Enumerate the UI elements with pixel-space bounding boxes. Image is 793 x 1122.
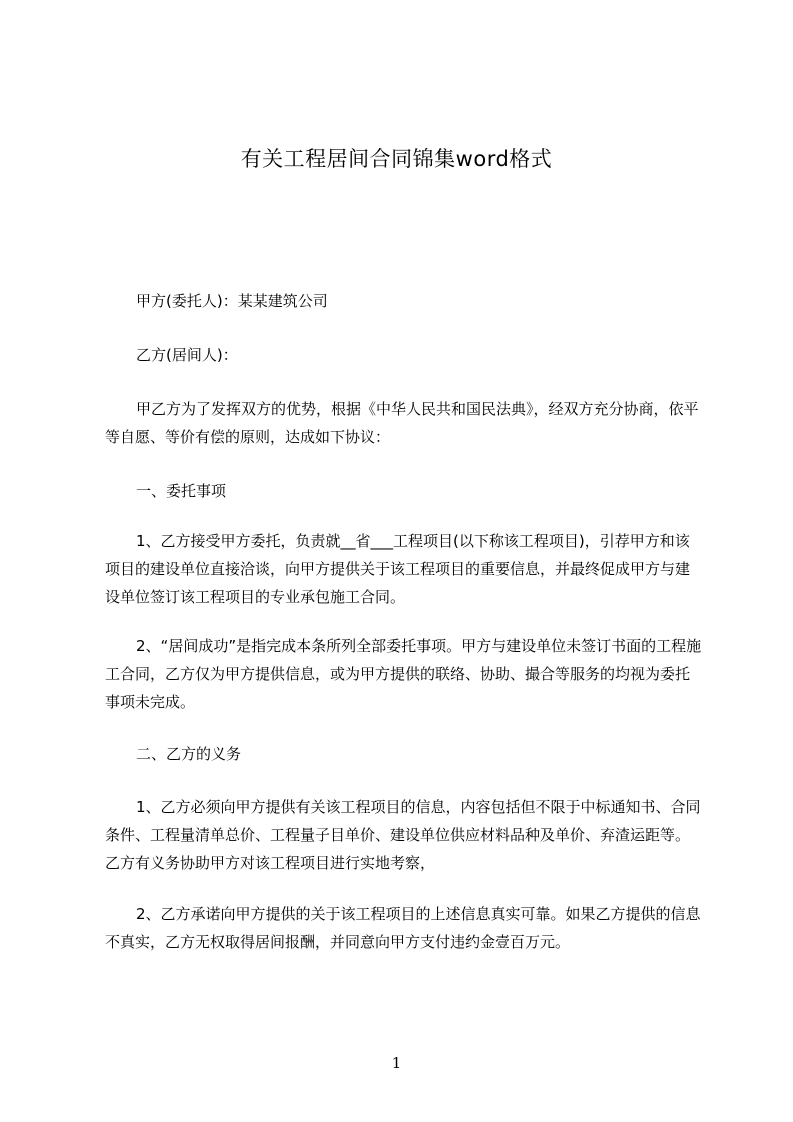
section-item: 1、乙方接受甲方委托，负责就__省___工程项目(以下称该工程项目)，引荐甲方和该项目的建设单位直接洽谈，向甲方提供关于该工程项目的重要信息，并最终促成甲方与建设单位签订该工程项目的专业承包施工合同。	[105, 532, 691, 606]
section-heading: 一、委托事项	[136, 482, 227, 500]
page-number: 1	[391, 1054, 402, 1072]
section-item: 2、“居间成功”是指完成本条所列全部委托事项。甲方与建设单位未签订书面的工程施工合同，乙方仅为甲方提供信息，或为甲方提供的联络、协助、撮合等服务的均视为委托事项未完成。	[105, 637, 702, 711]
party-a-line: 甲方(委托人)：某某建筑公司	[136, 292, 328, 310]
intro-paragraph: 甲乙方为了发挥双方的优势，根据《中华人民共和国民法典》，经双方充分协商，依平等自愿、等价有偿的原则，达成如下协议：	[105, 400, 699, 446]
party-b-line: 乙方(居间人)：	[136, 346, 238, 364]
document-title: 有关工程居间合同锦集word格式	[240, 147, 553, 171]
section-item: 2、乙方承诺向甲方提供的关于该工程项目的上述信息真实可靠。如果乙方提供的信息不真实，乙方无权取得居间报酬，并同意向甲方支付违约金壹百万元。	[105, 905, 701, 951]
section-item: 1、乙方必须向甲方提供有关该工程项目的信息，内容包括但不限于中标通知书、合同条件、工程量清单总价、工程量子目单价、建设单位供应材料品种及单价、弃渣运距等。乙方有义务协助甲方对该工程项目进行实地考察，	[105, 798, 701, 872]
section-heading: 二、乙方的义务	[136, 745, 242, 763]
